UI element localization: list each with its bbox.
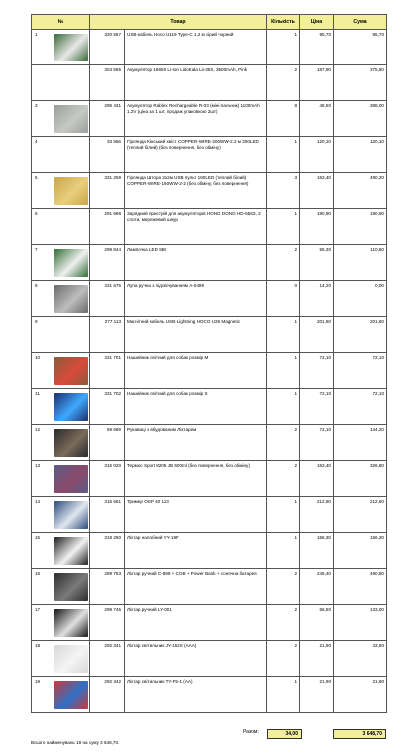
- product-code: 292 341: [90, 641, 125, 677]
- row-number: 14: [32, 497, 90, 533]
- row-number: 13: [32, 461, 90, 497]
- row-quantity: 2: [267, 65, 300, 101]
- product-code: 295 431: [90, 101, 125, 137]
- row-price: 21,90: [300, 641, 334, 677]
- row-sum: 490,80: [334, 569, 387, 605]
- product-code: 315 020: [90, 461, 125, 497]
- row-quantity: 1: [267, 317, 300, 353]
- row-quantity: 1: [267, 389, 300, 425]
- product-thumbnail: [54, 105, 88, 133]
- table-row: [32, 533, 387, 569]
- row-number: 11: [32, 389, 90, 425]
- row-number: 8: [32, 281, 90, 317]
- row-number: [32, 65, 90, 101]
- order-table: [31, 14, 387, 713]
- row-number: 18: [32, 641, 90, 677]
- header-sum: Сума: [334, 15, 387, 30]
- row-number: 10: [32, 353, 90, 389]
- product-name: USB-кабель Hoco U119 Type-C 1,2 м сірий чорний: [125, 30, 267, 65]
- row-sum: 326,80: [334, 461, 387, 497]
- product-code: 299 745: [90, 605, 125, 641]
- row-price: 72,10: [300, 353, 334, 389]
- product-thumbnail: [54, 285, 88, 313]
- product-name: Магнітний кабель USB-Lightning HOCO U28 Magnetic: [125, 317, 267, 353]
- product-thumbnail: [54, 645, 88, 673]
- row-sum: 72,10: [334, 389, 387, 425]
- row-number: 9: [32, 317, 90, 353]
- product-thumbnail: [54, 429, 88, 457]
- product-name: Акумулятор Rablex Rechargeable R-03 (міні-пальчик) 1100mAh 1.2V (ціна за 1 шт, продаж упаковкою 2шт): [125, 101, 267, 137]
- row-price: 201,60: [300, 317, 334, 353]
- product-name: Лампочка LED 5Вт: [125, 245, 267, 281]
- header-number: №: [32, 15, 90, 30]
- row-price: 163,40: [300, 173, 334, 209]
- table-row: [32, 65, 387, 101]
- row-sum: 21,90: [334, 677, 387, 713]
- totals-label: Разом:: [243, 729, 259, 735]
- product-code: 33 556: [90, 137, 125, 173]
- table-row: [32, 30, 387, 65]
- totals-sum: 3 648,70: [333, 729, 386, 739]
- row-price: 120,10: [300, 137, 334, 173]
- product-name: Нашийник світний для собак розмір S: [125, 389, 267, 425]
- row-number: 16: [32, 569, 90, 605]
- row-sum: 144,20: [334, 425, 387, 461]
- row-price: 48,50: [300, 101, 334, 137]
- row-quantity: 3: [267, 173, 300, 209]
- product-name: Нашийник світний для собак розмір M: [125, 353, 267, 389]
- summary-note: Всього найменувань 19 на суму 3 648,70.: [31, 740, 120, 745]
- row-sum: 375,80: [334, 65, 387, 101]
- row-quantity: 2: [267, 425, 300, 461]
- product-thumbnail: [54, 573, 88, 601]
- row-sum: 490,20: [334, 173, 387, 209]
- row-number: 5: [32, 173, 90, 209]
- row-sum: 190,90: [334, 209, 387, 245]
- row-quantity: 2: [267, 569, 300, 605]
- table-row: [32, 101, 387, 137]
- row-quantity: 1: [267, 137, 300, 173]
- row-quantity: 8: [267, 101, 300, 137]
- product-name: Термос Sport 8205 JB 500ml (без повернення, без обміну): [125, 461, 267, 497]
- product-name: Гірлянда Штора 2х2м USB пульт 160LED (теплий білий) COPPER-WIRE-160WW-2-2 (без обміну, без повернення): [125, 173, 267, 209]
- row-price: 66,50: [300, 605, 334, 641]
- row-sum: 156,30: [334, 533, 387, 569]
- product-thumbnail: [54, 34, 88, 61]
- row-sum: 133,00: [334, 605, 387, 641]
- product-name: Ліхтар світильник JY-152S (AAA): [125, 641, 267, 677]
- header-quantity: Кількість: [267, 15, 300, 30]
- row-number: 4: [32, 137, 90, 173]
- row-price: 14,20: [300, 281, 334, 317]
- product-name: Лупа ручна з підсвічуванням A-0499: [125, 281, 267, 317]
- totals-quantity: 34,00: [267, 729, 302, 739]
- row-quantity: 0: [267, 281, 300, 317]
- row-number: 7: [32, 245, 90, 281]
- product-name: Ліхтар ручний LY-001: [125, 605, 267, 641]
- row-number: 15: [32, 533, 90, 569]
- row-number: 17: [32, 605, 90, 641]
- row-number: 1: [32, 30, 90, 65]
- product-code: 289 753: [90, 569, 125, 605]
- row-price: 95,70: [300, 30, 334, 65]
- product-code: 318 250: [90, 533, 125, 569]
- product-code: 59 669: [90, 425, 125, 461]
- product-code: 331 702: [90, 389, 125, 425]
- table-row: [32, 389, 387, 425]
- header-price: Ціна: [300, 15, 334, 30]
- row-sum: 95,70: [334, 30, 387, 65]
- row-sum: 43,80: [334, 641, 387, 677]
- row-price: 21,90: [300, 677, 334, 713]
- row-price: 212,60: [300, 497, 334, 533]
- row-quantity: 1: [267, 209, 300, 245]
- table-row: [32, 173, 387, 209]
- product-thumbnail: [54, 465, 88, 493]
- product-code: 331 259: [90, 173, 125, 209]
- product-code: 320 557: [90, 30, 125, 65]
- table-row: [32, 569, 387, 605]
- row-quantity: 2: [267, 605, 300, 641]
- table-row: [32, 137, 387, 173]
- table-row: [32, 353, 387, 389]
- row-sum: 120,10: [334, 137, 387, 173]
- table-row: [32, 281, 387, 317]
- table-row: [32, 209, 387, 245]
- product-name: Рукавиці з вбудованим Ліхтарем: [125, 425, 267, 461]
- product-thumbnail: [54, 177, 88, 205]
- table-header-row: [32, 15, 387, 30]
- product-code: 277 113: [90, 317, 125, 353]
- table-row: [32, 425, 387, 461]
- table-row: [32, 605, 387, 641]
- row-price: 72,10: [300, 425, 334, 461]
- product-code: 304 555: [90, 65, 125, 101]
- table-row: [32, 677, 387, 713]
- row-number: 12: [32, 425, 90, 461]
- table-row: [32, 317, 387, 353]
- table-row: [32, 497, 387, 533]
- header-product: Товар: [90, 15, 267, 30]
- row-quantity: 1: [267, 677, 300, 713]
- product-thumbnail: [54, 537, 88, 565]
- product-code: 331 675: [90, 281, 125, 317]
- product-name: Ліхтар світильник TY-F5-1 (AA): [125, 677, 267, 713]
- table-row: [32, 461, 387, 497]
- row-quantity: 2: [267, 245, 300, 281]
- invoice-page: [31, 14, 386, 737]
- row-price: 72,10: [300, 389, 334, 425]
- row-sum: 388,00: [334, 101, 387, 137]
- product-name: Тример OSP 40 113: [125, 497, 267, 533]
- product-code: 331 701: [90, 353, 125, 389]
- row-price: 156,30: [300, 533, 334, 569]
- row-price: 55,30: [300, 245, 334, 281]
- product-thumbnail: [54, 681, 88, 709]
- row-quantity: 1: [267, 30, 300, 65]
- row-sum: 201,60: [334, 317, 387, 353]
- product-thumbnail: [54, 357, 88, 385]
- product-code: 291 698: [90, 209, 125, 245]
- row-quantity: 2: [267, 461, 300, 497]
- product-thumbnail: [54, 609, 88, 637]
- row-number: 3: [32, 101, 90, 137]
- product-thumbnail: [54, 249, 88, 277]
- product-thumbnail: [54, 501, 88, 529]
- row-price: 245,40: [300, 569, 334, 605]
- product-name: Акумулятор 18650 Li-Ion LiitoKala Lii-35S, 3500mAh, Pink: [125, 65, 267, 101]
- product-name: Гірлянда Кінський хвіст COPPER-WIRE-200WW-2.2 м 200LED (теплий білий) (без повернення, без обміну): [125, 137, 267, 173]
- row-quantity: 1: [267, 353, 300, 389]
- row-price: 187,90: [300, 65, 334, 101]
- table-row: [32, 245, 387, 281]
- product-name: Ліхтар ручний C-899 + COB + Power Bank + сонячна батарея: [125, 569, 267, 605]
- row-sum: 0,00: [334, 281, 387, 317]
- row-sum: 72,10: [334, 353, 387, 389]
- product-name: Ліхтар налобний YY-19F: [125, 533, 267, 569]
- product-code: 292 342: [90, 677, 125, 713]
- product-code: 316 661: [90, 497, 125, 533]
- row-sum: 110,60: [334, 245, 387, 281]
- row-quantity: 2: [267, 641, 300, 677]
- product-code: 299 844: [90, 245, 125, 281]
- row-number: 19: [32, 677, 90, 713]
- row-quantity: 1: [267, 497, 300, 533]
- row-sum: 212,60: [334, 497, 387, 533]
- product-thumbnail: [54, 393, 88, 421]
- row-number: 6: [32, 209, 90, 245]
- product-name: Зарядний пристрій для акумуляторів HONG DONG HD-556З, 2 слоти, мережевий шнур: [125, 209, 267, 245]
- row-quantity: 1: [267, 533, 300, 569]
- row-price: 190,90: [300, 209, 334, 245]
- table-row: [32, 641, 387, 677]
- row-price: 163,40: [300, 461, 334, 497]
